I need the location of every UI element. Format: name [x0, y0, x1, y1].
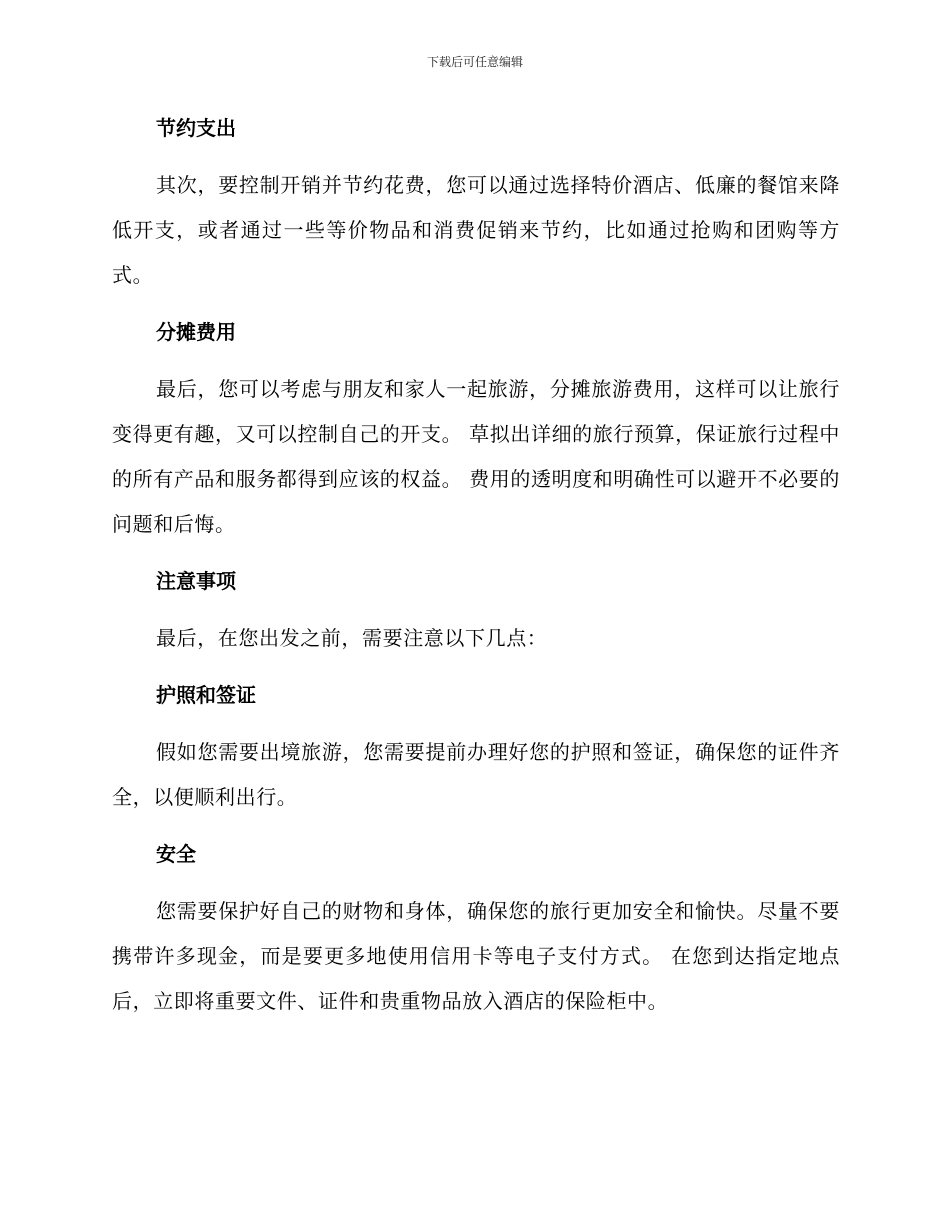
section-heading-passport-visa: 护照和签证: [156, 683, 256, 707]
section-body-notes: 最后，在您出发之前，需要注意以下几点：: [156, 626, 548, 650]
section-heading-safety: 安全: [156, 842, 196, 866]
document-content: [112, 106, 840, 1024]
section-heading-share-costs: 分摊费用: [156, 320, 236, 344]
section-body-save-expenses: 其次，要控制开销并节约花费，您可以通过选择特价酒店、低廉的餐馆来降低开支，或者通过一些等价物品和消费促销来节约，比如通过抢购和团购等方式。: [112, 173, 840, 287]
page-header-note: 下载后可任意编辑: [426, 55, 523, 69]
section-heading-save-expenses: 节约支出: [156, 116, 236, 140]
section-body-share-costs: 最后，您可以考虑与朋友和家人一起旅游，分摊旅游费用，这样可以让旅行变得更有趣，又可以控制自己的开支。 草拟出详细的旅行预算，保证旅行过程中的所有产品和服务都得到应该的权益。 费用的透明度和明确性可以避开不必要的问题和后悔。: [112, 377, 840, 536]
section-body-safety: 您需要保护好自己的财物和身体，确保您的旅行更加安全和愉快。尽量不要携带许多现金，而是要更多地使用信用卡等电子支付方式。 在您到达指定地点后，立即将重要文件、证件和贵重物品放入酒店的保险柜中。: [112, 899, 840, 1013]
section-heading-notes: 注意事项: [156, 569, 236, 593]
section-body-passport-visa: 假如您需要出境旅游，您需要提前办理好您的护照和签证，确保您的证件齐全，以便顺利出行。: [112, 740, 840, 809]
